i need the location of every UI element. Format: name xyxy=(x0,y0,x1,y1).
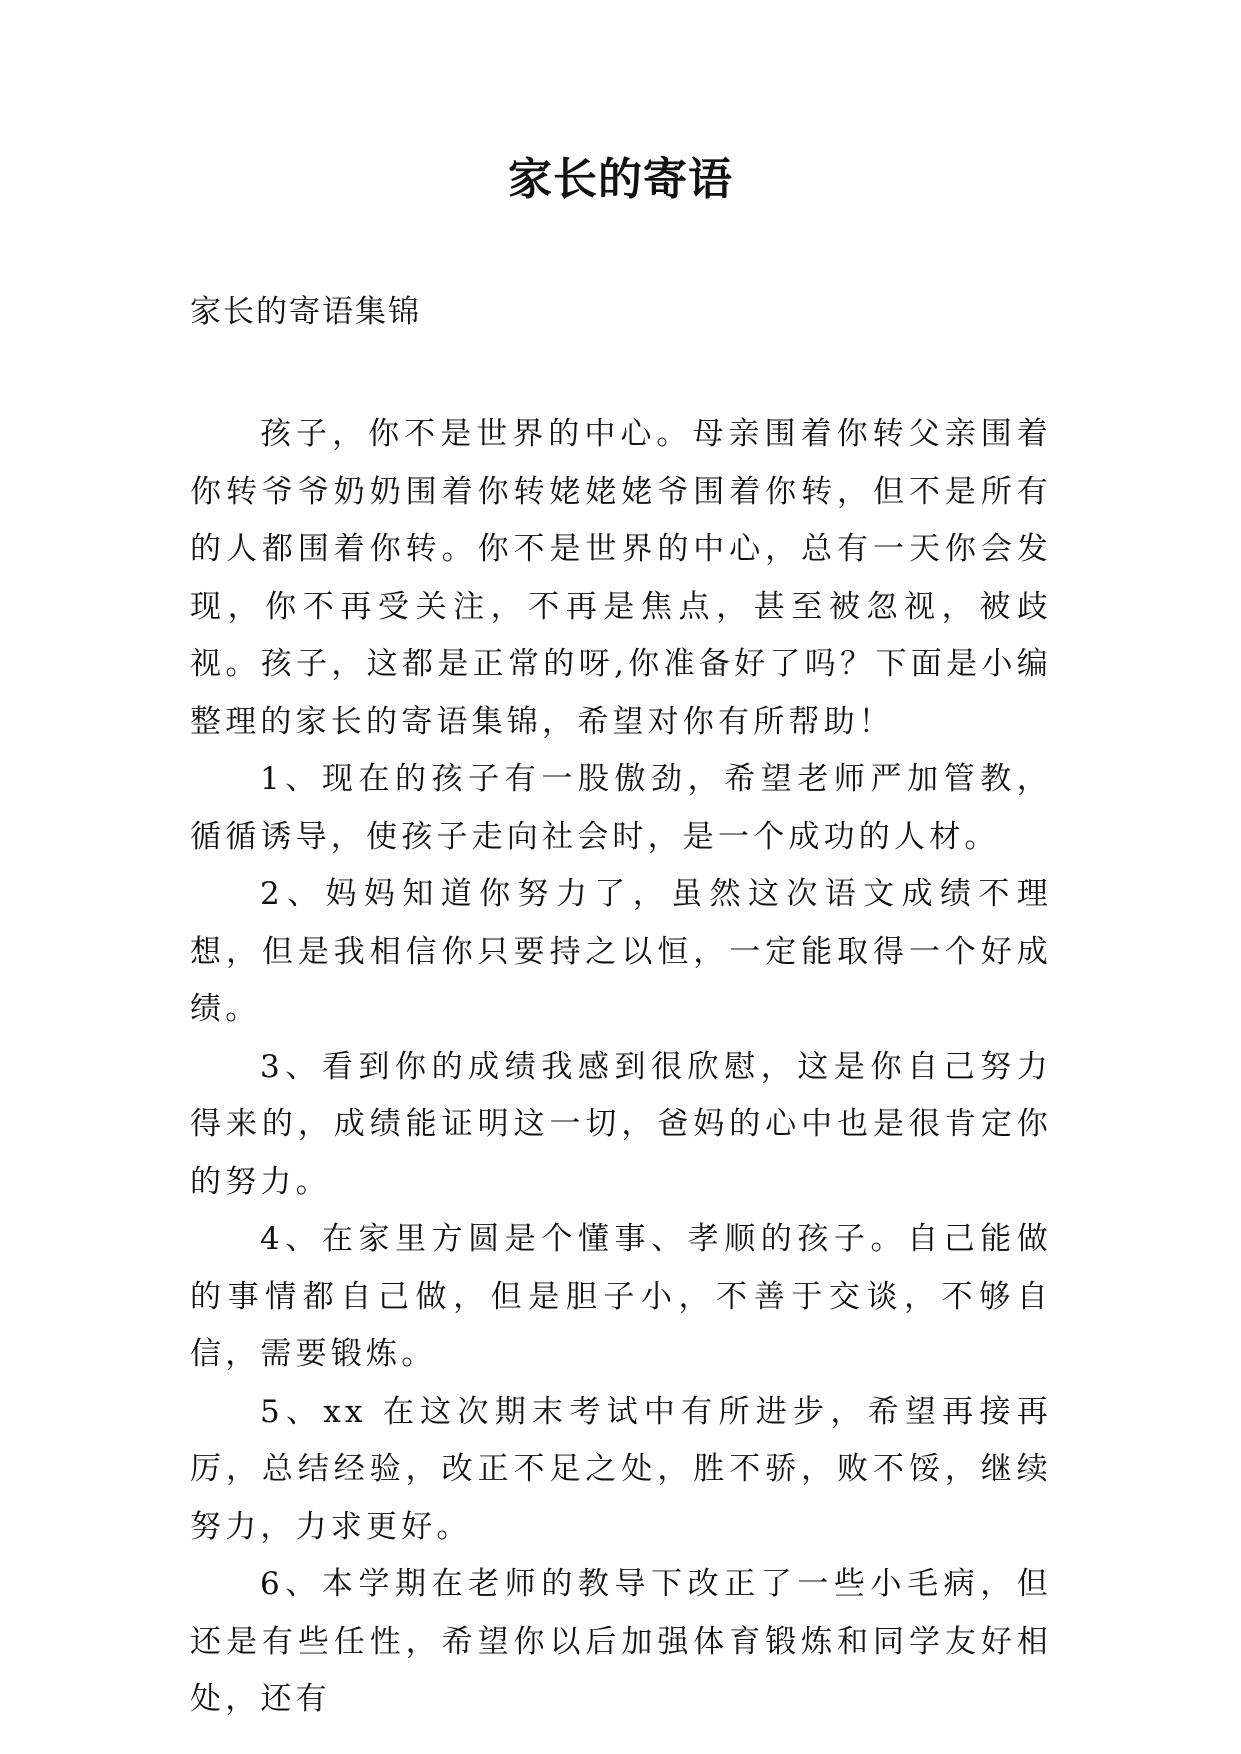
message-paragraph-4: 4、在家里方圆是个懂事、孝顺的孩子。自己能做的事情都自己做，但是胆子小，不善于交谈，不够自信，需要锻炼。 xyxy=(190,1221,1052,1372)
document-subtitle: 家长的寄语集锦 xyxy=(190,294,421,330)
message-paragraph-1: 1、现在的孩子有一股傲劲，希望老师严加管教，循循诱导，使孩子走向社会时，是一个成功的人材。 xyxy=(190,761,1052,855)
intro-paragraph: 孩子，你不是世界的中心。母亲围着你转父亲围着你转爷爷奶奶围着你转姥姥姥爷围着你转，但不是所有的人都围着你转。你不是世界的中心，总有一天你会发现，你不再受关注，不再是焦点，甚至被忽视，被歧视。孩子，这都是正常的呀,你准备好了吗？下面是小编整理的家长的寄语集锦，希望对你有所帮助！ xyxy=(190,416,1052,740)
message-paragraph-5: 5、xx 在这次期末考试中有所进步，希望再接再厉，总结经验，改正不足之处，胜不骄，败不馁，继续努力，力求更好。 xyxy=(190,1393,1052,1545)
document-body xyxy=(190,406,1052,1729)
message-paragraph-6: 6、本学期在老师的教导下改正了一些小毛病，但还是有些任性，希望你以后加强体育锻炼和同学友好相处，还有 xyxy=(190,1566,1052,1717)
document-title: 家长的寄语 xyxy=(508,154,733,205)
message-paragraph-2: 2、妈妈知道你努力了，虽然这次语文成绩不理想，但是我相信你只要持之以恒，一定能取得一个好成绩。 xyxy=(190,876,1052,1027)
message-paragraph-3: 3、看到你的成绩我感到很欣慰，这是你自己努力得来的，成绩能证明这一切，爸妈的心中也是很肯定你的努力。 xyxy=(190,1048,1052,1200)
